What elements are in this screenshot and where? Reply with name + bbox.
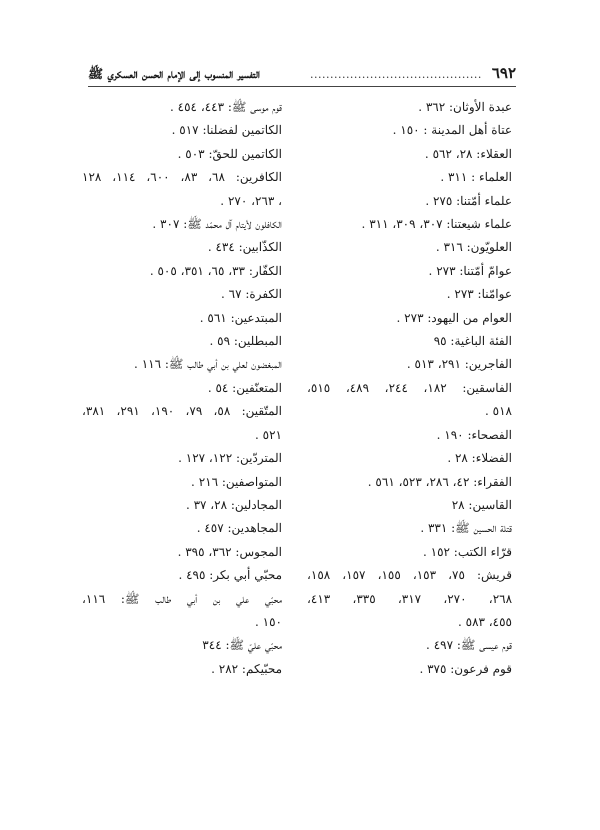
index-entry: المتردّين: ١٢٢، ١٢٧ . [178,451,282,466]
index-entry: العقلاء: ٢٨، ٥٦٢ . [424,146,512,161]
index-entry: محبّي أبي بكر: ٤٩٥ . [178,568,282,583]
index-entry: العلماء : ٣١١ . [440,170,512,185]
index-entry: الكافرين: ٦٨، ٨٣، ٦٠٠، ١١٤، ١٢٨ [82,170,282,185]
index-entry: الفقراء: ٤٢، ٢٨٦، ٥٢٣، ٥٦١ . [367,474,512,489]
index-entry: قوم فرعون: ٣٧٥ . [419,661,512,676]
index-entry: الكفرة: ٦٧ . [221,287,282,302]
index-entry: الكذّابين: ٤٣٤ . [207,240,282,255]
index-column-right [307,96,512,681]
index-entry: محبّي علي بن أبي طالب ﷺ: ١١٦، [82,591,282,606]
index-entry: المجادلين: ٢٨، ٣٧ . [185,497,282,512]
index-entry: الكاتمين للحقّ: ٥٠٣ . [177,146,282,161]
index-entry: محبّيكم: ٢٨٢ . [211,661,282,676]
index-entry: المتعنّفين: ٥٤ . [207,380,282,395]
index-entry: الفصحاء: ١٩٠ . [436,427,512,442]
index-entry: الفاسقين: ١٨٢، ٢٤٤، ٤٨٩، ٥١٥، [307,380,513,395]
index-entry: العلويّون: ٣١٦ . [435,240,512,255]
index-entry: عوامّنا: ٢٧٣ . [446,287,512,302]
header-rule [88,86,516,87]
index-entry: قريش: ٧٥، ١٥٣، ١٥٥، ١٥٧، ١٥٨، [307,568,512,583]
index-entry-continuation: ٢٦٨، ٢٧٠، ٣١٧، ٣٣٥، ٤١٣، [307,591,513,606]
index-entry: محبّي عليّ ﷺ: ٣٤٤ [202,638,282,653]
index-entry: المجاهدين: ٤٥٧ . [196,521,282,536]
index-entry: عتاة أهل المدينة : ١٥٠ . [392,123,512,138]
index-entry: الكافلون لأيتام آل محمّد ﷺ: ٣٠٧ . [152,217,282,232]
index-entry-continuation: ، ٢٦٣، ٢٧٠ . [220,193,282,208]
index-entry: المجوس: ٣٦٢، ٣٩٥ . [177,544,282,559]
index-entry: المتواصفين: ٢١٦ . [191,474,282,489]
index-entry-continuation: ٥٢١ . [255,427,282,442]
index-entry: المبغضون لعلي بن أبي طالب ﷺ: ١١٦ . [134,357,282,372]
index-entry: قوم موسى ﷺ: ٤٤٣، ٤٥٤ . [170,100,282,114]
index-entry: المبطلين: ٥٩ . [209,334,282,349]
header-dots: ........................................... [309,68,482,81]
index-entry: قوم عيسى ﷺ: ٤٩٧ . [426,638,512,653]
index-entry: الفضلاء: ٢٨ . [447,451,512,466]
index-entry-continuation: ٥١٨ . [485,404,512,419]
page-header [88,64,516,86]
index-entry: الكفّار: ٣٣، ٦٥، ٣٥١، ٥٠٥ . [149,263,282,278]
running-title: التفسير المنسوب إلى الإمام الحسن العسكري ﷺ [88,66,260,81]
index-entry: القاسين: ٢٨ [451,497,512,512]
index-entry-continuation: ٤٥٥، ٥٨٣ . [457,614,512,629]
index-column-left [82,96,282,681]
index-entry: قتلة الحسين ﷺ: ٣٣١ . [420,521,512,536]
index-entry: علماء أمّتنا: ٢٧٥ . [425,193,512,208]
index-entry: عبدة الأوثان: ٣٦٢ . [418,100,512,114]
index-entry: الفاجرين: ٢٩١، ٥١٣ . [406,357,512,372]
index-entry: علماء شيعتنا: ٣٠٧، ٣٠٩، ٣١١ . [361,217,512,232]
page-number: ٦٩٢ [491,64,516,82]
index-entry: قرّاء الكتب: ١٥٢ . [422,544,512,559]
index-entry: المتّقين: ٥٨، ٧٩، ١٩٠، ٢٩١، ٣٨١، [82,404,283,419]
index-entry: العوام من اليهود: ٢٧٣ . [396,310,512,325]
index-entry: الفئة الباغية: ٩٥ [433,334,512,349]
index-entry: المبتدعين: ٥٦١ . [199,310,282,325]
index-entry: الكاتمين لفضلنا: ٥١٧ . [171,123,282,138]
index-entry-continuation: ١٥٠ . [255,614,282,629]
index-entry: عوامّ أمّتنا: ٢٧٣ . [428,263,512,278]
